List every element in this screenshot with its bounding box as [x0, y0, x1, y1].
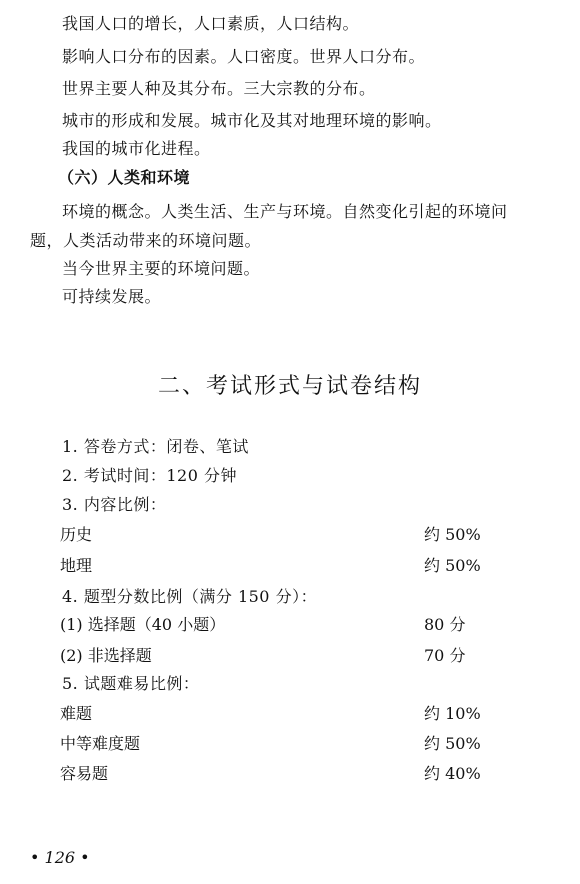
- ratio-value: 约 50%: [424, 556, 481, 575]
- question-type-row: [60, 645, 490, 667]
- text-line: 我国人口的增长，人口素质，人口结构。: [62, 14, 360, 33]
- text-line: 环境的概念。人类生活、生产与环境。自然变化引起的环境问: [62, 202, 508, 221]
- question-type-value: 70 分: [424, 646, 466, 665]
- ratio-label: 历史: [60, 525, 93, 544]
- difficulty-value: 约 10%: [424, 704, 481, 723]
- section-title: 二、考试形式与试卷结构: [157, 374, 422, 399]
- ratio-row: [60, 524, 490, 546]
- text-line: 城市的形成和发展。城市化及其对地理环境的影响。: [62, 111, 442, 130]
- question-type-label: (2) 非选择题: [60, 646, 152, 665]
- list-item: 2. 考试时间：120 分钟: [62, 466, 237, 485]
- difficulty-row: [60, 703, 490, 725]
- text-line: 可持续发展。: [62, 287, 162, 306]
- text-line: 影响人口分布的因素。人口密度。世界人口分布。: [62, 47, 426, 66]
- text-line: 我国的城市化进程。: [62, 139, 211, 158]
- ratio-label: 地理: [60, 556, 93, 575]
- text-line: 世界主要人种及其分布。三大宗教的分布。: [62, 79, 376, 98]
- difficulty-row: [60, 763, 490, 785]
- list-item: 5. 试题难易比例：: [62, 674, 200, 693]
- difficulty-row: [60, 733, 490, 755]
- question-type-label: (1) 选择题（40 小题）: [60, 615, 226, 634]
- page-number: • 126 •: [30, 848, 90, 867]
- list-item: 3. 内容比例：: [62, 495, 167, 514]
- question-type-value: 80 分: [424, 615, 466, 634]
- difficulty-label: 难题: [60, 704, 93, 723]
- question-type-row: [60, 614, 490, 636]
- text-line: 题，人类活动带来的环境问题。: [30, 231, 262, 250]
- difficulty-label: 中等难度题: [60, 734, 141, 753]
- text-line: 当今世界主要的环境问题。: [62, 259, 261, 278]
- difficulty-label: 容易题: [60, 764, 109, 783]
- subheading: （六）人类和环境: [58, 168, 191, 187]
- ratio-row: [60, 555, 490, 577]
- list-item: 1. 答卷方式：闭卷、笔试: [62, 437, 249, 456]
- list-item: 4. 题型分数比例（满分 150 分）：: [62, 587, 318, 606]
- difficulty-value: 约 40%: [424, 764, 481, 783]
- ratio-value: 约 50%: [424, 525, 481, 544]
- difficulty-value: 约 50%: [424, 734, 481, 753]
